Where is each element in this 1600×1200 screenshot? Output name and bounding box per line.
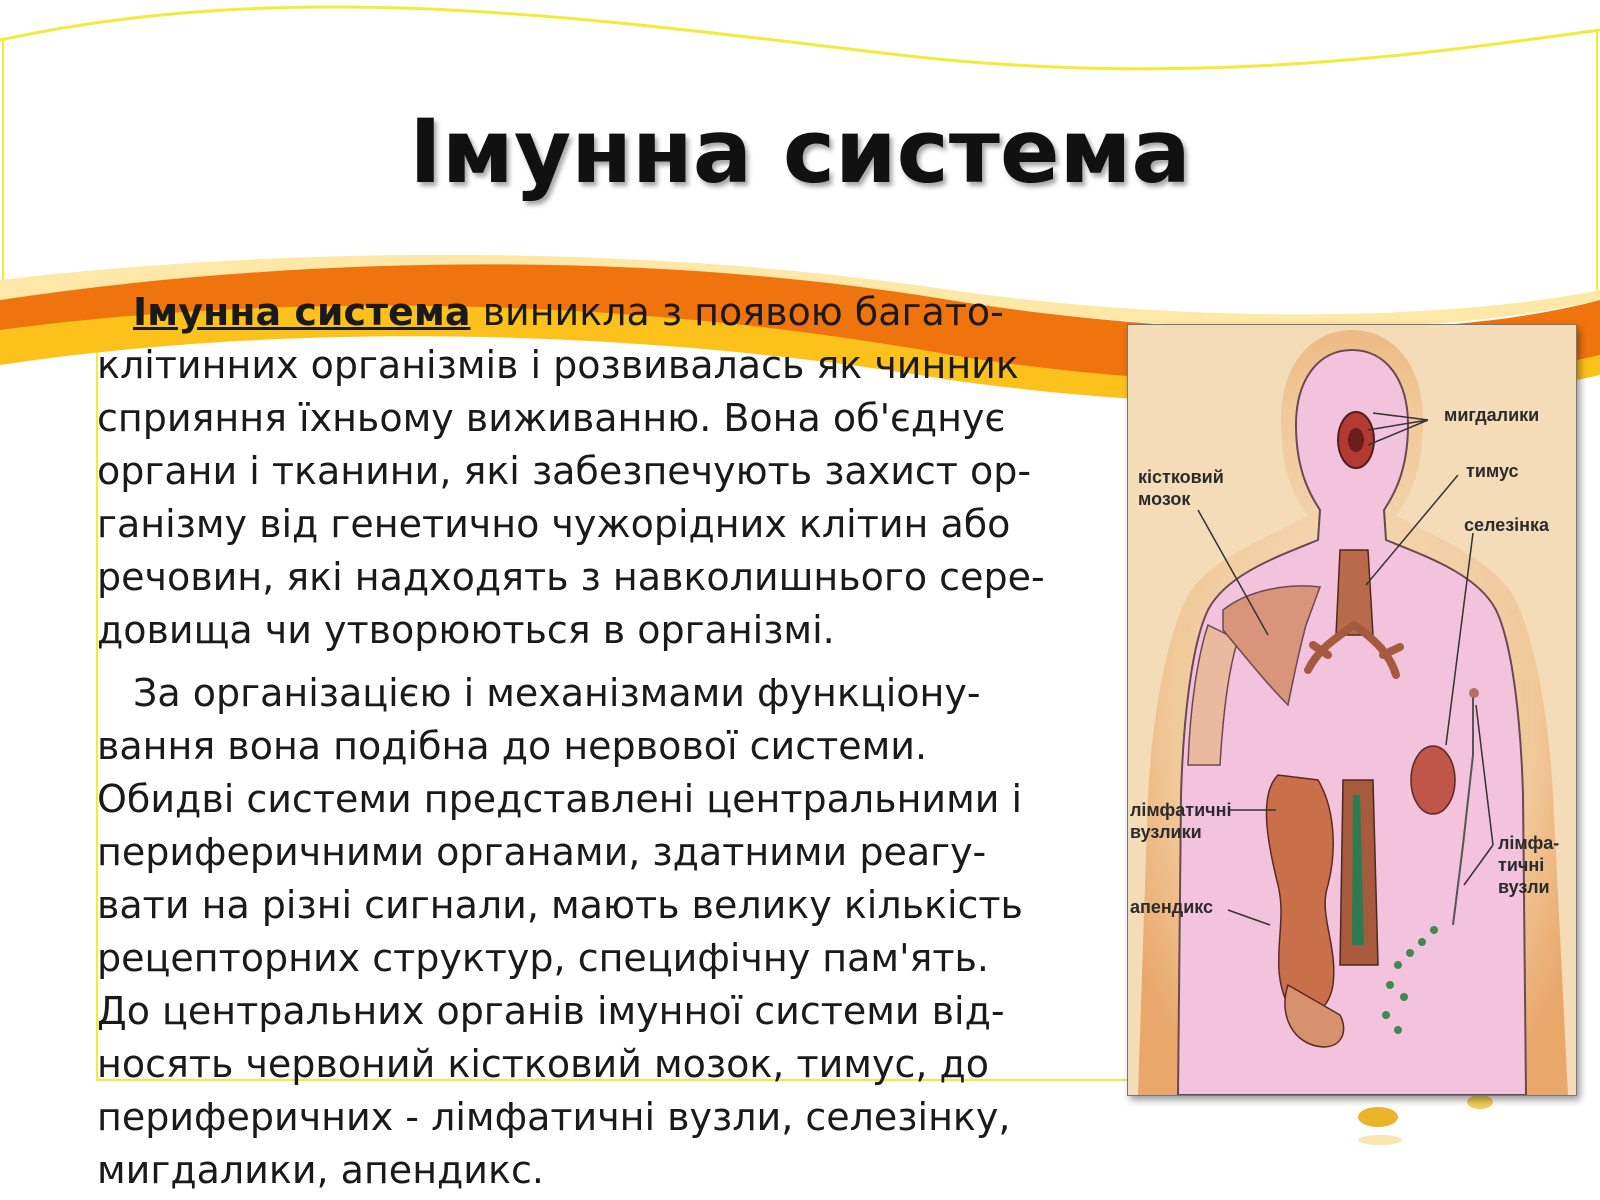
- slide-title: Імунна система: [409, 100, 1191, 203]
- paragraph-2: [97, 667, 1127, 1197]
- label-bone-marrow-2: мозок: [1138, 489, 1191, 509]
- decor-dot: [1358, 1107, 1398, 1127]
- label-thymus: тимус: [1466, 461, 1519, 481]
- text-line: органи і тканини, які забезпечують захист ор-: [97, 449, 1032, 493]
- text-line: периферичних - лімфатичні вузли, селезінку,: [97, 1095, 1011, 1139]
- decor-dot: [1467, 1095, 1493, 1109]
- spleen: [1411, 746, 1455, 814]
- term-immune-system: Імунна система: [133, 290, 471, 334]
- paragraph-1: [97, 286, 1127, 657]
- text-line: Обидві системи представлені центральними і: [97, 777, 1023, 821]
- label-appendix: апендикс: [1130, 897, 1214, 917]
- text-line-part: виникла з появою багато-: [470, 290, 1004, 334]
- body-illustration: [1128, 325, 1576, 1095]
- label-lymph-nodules-2: вузлики: [1130, 822, 1202, 842]
- top-wave-line: [0, 7, 1600, 69]
- label-spleen: селезінка: [1464, 515, 1550, 535]
- label-bone-marrow-1: кістковий: [1138, 467, 1224, 487]
- text-line: До центральних органів імунної системи від-: [97, 989, 1005, 1033]
- text-line: периферичними органами, здатними реагу-: [97, 830, 987, 874]
- label-lymph-nodules-1: лімфатичні: [1130, 800, 1232, 820]
- body-text: [97, 286, 1127, 1197]
- text-line: мигдалики, апендикс.: [97, 1148, 544, 1192]
- text-line: довища чи утворюються в організмі.: [97, 608, 835, 652]
- text-line: рецепторних структур, специфічну пам'ять.: [97, 936, 989, 980]
- text-line: [97, 286, 1127, 339]
- label-lymph-nodes-3: вузли: [1498, 877, 1550, 897]
- text-line: сприяння їхньому виживанню. Вона об'єднує: [97, 396, 1006, 440]
- text-line: вання вона подібна до нервової системи.: [97, 724, 928, 768]
- text-line: ганізму від генетично чужорідних клітин або: [97, 502, 1011, 546]
- text-line: носять червоний кістковий мозок, тимус, до: [97, 1042, 990, 1086]
- label-lymph-nodes-1: лімфа-: [1498, 833, 1560, 853]
- label-lymph-nodes-2: тичні: [1498, 855, 1545, 875]
- text-line: вати на різні сигнали, мають велику кількість: [97, 883, 1023, 927]
- text-line: За організацією і механізмами функціону-: [133, 671, 981, 715]
- text-line: клітинних організмів і розвивалась як чинник: [97, 343, 1019, 387]
- decor-dot: [1358, 1135, 1402, 1145]
- text-line: речовин, які надходять з навколишнього сере-: [97, 555, 1045, 599]
- label-tonsils: мигдалики: [1444, 405, 1540, 425]
- immune-system-figure: [1127, 324, 1577, 1096]
